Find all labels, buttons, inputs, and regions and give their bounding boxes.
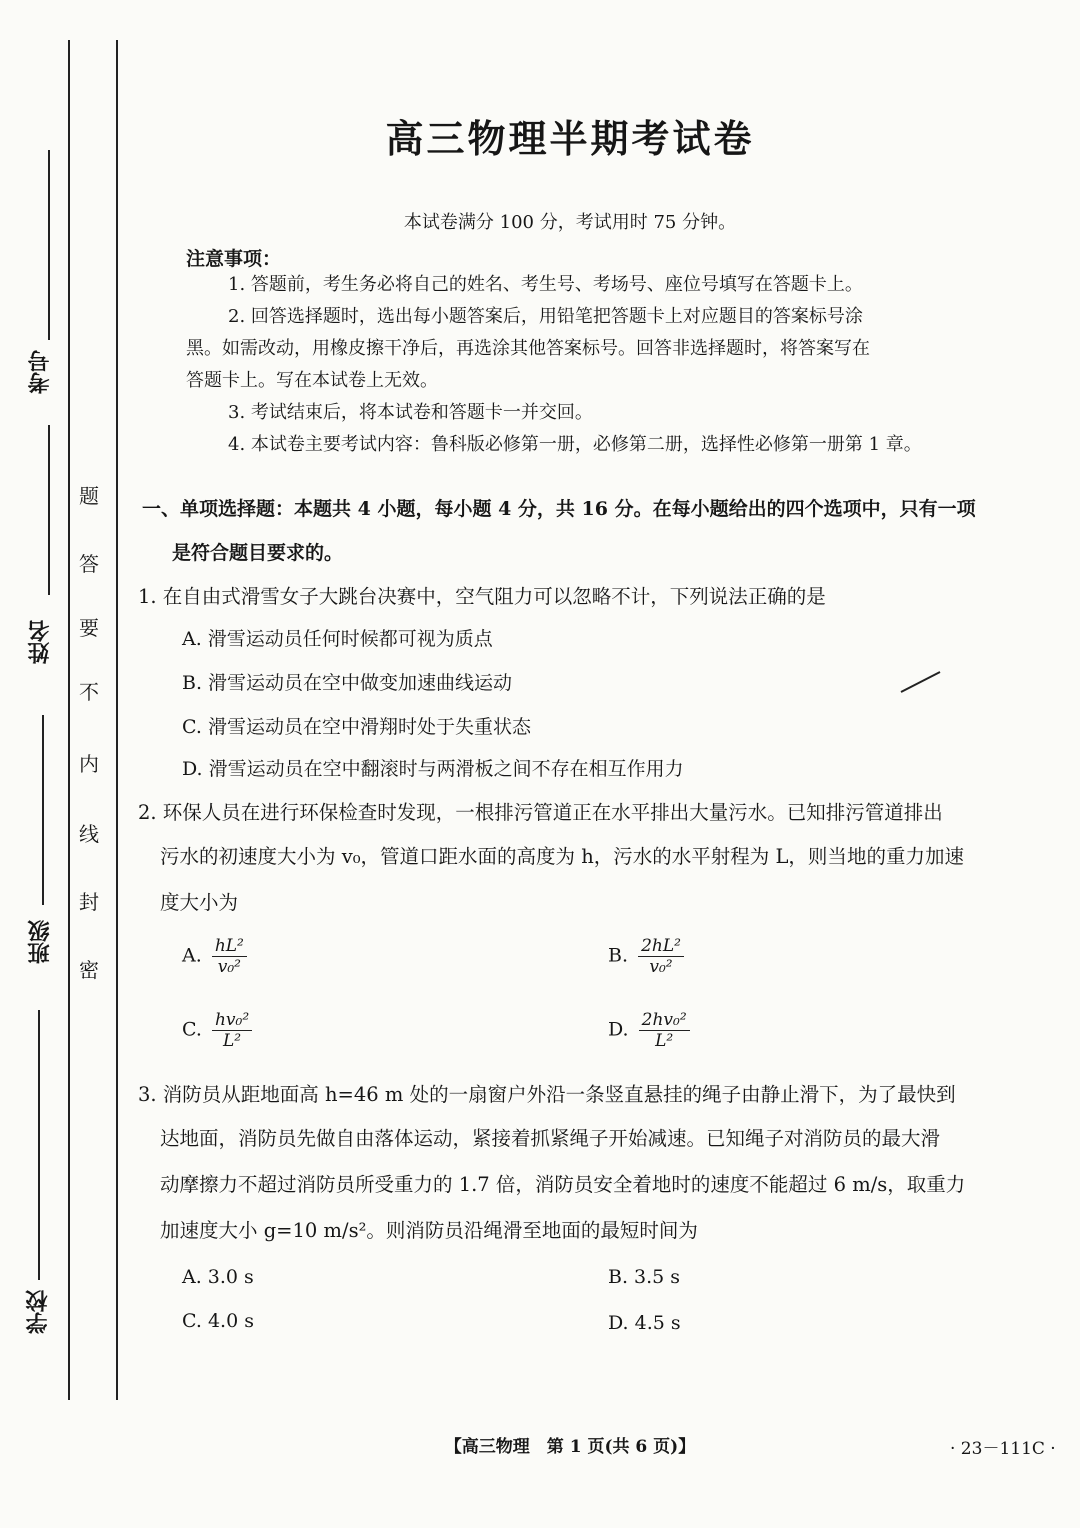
- seal-word: 密: [79, 958, 99, 982]
- question-1-option-b: B. 滑雪运动员在空中做变加速曲线运动: [182, 672, 513, 694]
- question-3-option-a: A. 3.0 s: [182, 1266, 254, 1288]
- name-label: 姓名: [27, 620, 53, 664]
- question-2-option-d: [608, 1010, 690, 1051]
- notice-title: 注意事项：: [186, 248, 282, 270]
- question-2-stem: 污水的初速度大小为 v₀，管道口距水面的高度为 h，污水的水平射程为 L，则当地的重力加速: [160, 845, 964, 868]
- question-3-option-b: B. 3.5 s: [608, 1266, 681, 1288]
- paper-code: · 23－111C ·: [950, 1439, 1056, 1459]
- question-1-stem: 1. 在自由式滑雪女子大跳台决赛中，空气阻力可以忽略不计，下列说法正确的是: [138, 585, 826, 608]
- question-2-option-c: [182, 1010, 252, 1051]
- class-line: [38, 1010, 40, 1280]
- exam-info: 本试卷满分 100 分，考试用时 75 分钟。: [403, 212, 737, 233]
- notice-line: 4. 本试卷主要考试内容：鲁科版必修第一册，必修第二册，选择性必修第一册第 1 章。: [228, 434, 922, 455]
- question-3-option-c: C. 4.0 s: [182, 1310, 254, 1332]
- exam-number-line: [48, 150, 50, 340]
- page-title: 高三物理半期考试卷: [385, 116, 755, 161]
- exam-number-line-2: [48, 425, 50, 595]
- question-3-stem: 3. 消防员从距地面高 h=46 m 处的一扇窗户外沿一条竖直悬挂的绳子由静止滑下，为了最快到: [138, 1083, 956, 1106]
- notice-line: 1. 答题前，考生务必将自己的姓名、考生号、考场号、座位号填写在答题卡上。: [228, 274, 863, 295]
- question-1-option-a: A. 滑雪运动员任何时候都可视为质点: [182, 628, 493, 650]
- question-2-option-b: [608, 936, 684, 977]
- option-label: D.: [608, 1018, 629, 1041]
- section-heading: 一、单项选择题：本题共 4 小题，每小题 4 分，共 16 分。在每小题给出的四个选项中，只有一项: [142, 498, 976, 520]
- fraction: $\frac{\text{2hv₀²}}{\text{L²}}$: [639, 1010, 690, 1051]
- page-footer: 【高三物理 第 1 页(共 6 页)】: [444, 1437, 696, 1457]
- binding-line-outer: [68, 40, 70, 1400]
- seal-word: 内: [79, 752, 99, 776]
- seal-word: 要: [79, 616, 99, 640]
- notice-line: 黑。如需改动，用橡皮擦干净后，再选涂其他答案标号。回答非选择题时，将答案写在: [186, 338, 870, 359]
- fraction: $\frac{\text{hL²}}{\text{v₀²}}$: [212, 936, 247, 977]
- name-line: [42, 715, 44, 905]
- exam-number-label: 考号: [27, 350, 53, 394]
- seal-word: 不: [79, 680, 99, 704]
- seal-word: 题: [79, 484, 99, 508]
- school-label: 学校: [25, 1290, 51, 1334]
- question-3-stem: 加速度大小 g=10 m/s²。则消防员沿绳滑至地面的最短时间为: [160, 1219, 698, 1242]
- seal-word: 答: [79, 552, 99, 576]
- seal-word: 封: [79, 890, 99, 914]
- option-label: A.: [182, 944, 202, 967]
- seal-word: 线: [79, 822, 99, 846]
- section-heading-cont: 是符合题目要求的。: [172, 542, 344, 564]
- notice-line: 2. 回答选择题时，选出每小题答案后，用铅笔把答题卡上对应题目的答案标号涂: [228, 306, 863, 327]
- notice-line: 3. 考试结束后，将本试卷和答题卡一并交回。: [228, 402, 593, 423]
- question-2-option-a: [182, 936, 247, 977]
- fraction: $\frac{\text{hv₀²}}{\text{L²}}$: [212, 1010, 252, 1051]
- binding-line-inner: [116, 40, 118, 1400]
- option-label: C.: [182, 1018, 202, 1041]
- option-label: B.: [608, 944, 629, 967]
- question-1-option-c: C. 滑雪运动员在空中滑翔时处于失重状态: [182, 716, 531, 738]
- question-3-stem: 达地面，消防员先做自由落体运动，紧接着抓紧绳子开始减速。已知绳子对消防员的最大滑: [160, 1127, 941, 1150]
- pen-mark: [898, 668, 944, 696]
- question-2-stem: 2. 环保人员在进行环保检查时发现，一根排污管道正在水平排出大量污水。已知排污管道排出: [138, 801, 943, 824]
- question-3-option-d: D. 4.5 s: [608, 1312, 681, 1334]
- notice-line: 答题卡上。写在本试卷上无效。: [186, 370, 438, 391]
- question-3-stem: 动摩擦力不超过消防员所受重力的 1.7 倍，消防员安全着地时的速度不能超过 6 m/s，取重力: [160, 1173, 966, 1196]
- class-label: 班级: [27, 920, 53, 964]
- question-1-option-d: D. 滑雪运动员在空中翻滚时与两滑板之间不存在相互作用力: [182, 758, 684, 780]
- question-2-stem: 度大小为: [160, 891, 239, 914]
- fraction: $\frac{\text{2hL²}}{\text{v₀²}}$: [638, 936, 684, 977]
